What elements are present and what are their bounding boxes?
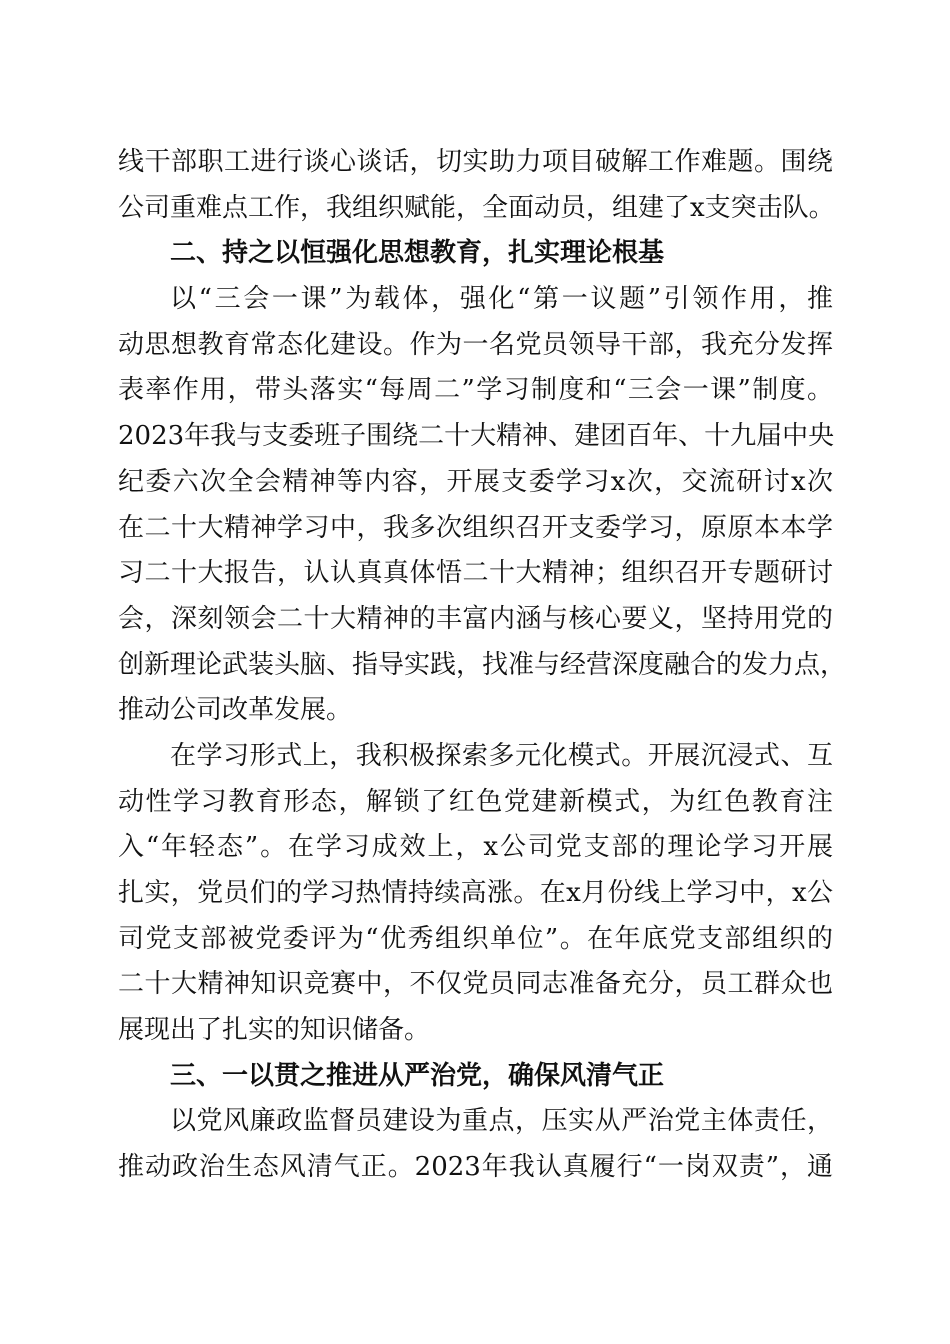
text-line: 公司重难点工作，我组织赋能，全面动员，组建了x支突击队。 (118, 192, 835, 223)
text-line: 创新理论武装头脑、指导实践，找准与经营深度融合的发力点， (118, 649, 847, 680)
text-line: 推动政治生态风清气正。2023年我认真履行“一岗双责”，通 (118, 1152, 833, 1183)
text-line: 推动公司改革发展。 (118, 695, 353, 726)
text-line: 动性学习教育形态，解锁了红色党建新模式，为红色教育注 (118, 786, 833, 817)
document-page (118, 140, 847, 1191)
section-heading: 三、一以贯之推进从严治党，确保风清气正 (170, 1060, 665, 1091)
text-line: 线干部职工进行谈心谈话，切实助力项目破解工作难题。围绕 (118, 147, 833, 177)
text-line: 在二十大精神学习中，我多次组织召开支委学习，原原本本学 (118, 512, 833, 543)
text-line: 扎实，党员们的学习热情持续高涨。在x月份线上学习中，x公 (118, 878, 833, 908)
section-heading: 二、持之以恒强化思想教育，扎实理论根基 (170, 238, 665, 269)
text-line: 以“三会一课”为载体，强化“第一议题”引领作用，推 (170, 284, 833, 315)
text-line: 二十大精神知识竞赛中，不仅党员同志准备充分，员工群众也 (118, 969, 833, 1000)
text-line: 会，深刻领会二十大精神的丰富内涵与核心要义，坚持用党的 (118, 603, 833, 634)
text-line: 表率作用，带头落实“每周二”学习制度和“三会一课”制度。 (118, 375, 833, 406)
text-line: 在学习形式上，我积极探索多元化模式。开展沉浸式、互 (170, 740, 833, 771)
text-line: 动思想教育常态化建设。作为一名党员领导干部，我充分发挥 (118, 329, 833, 360)
text-line: 2023年我与支委班子围绕二十大精神、建团百年、十九届中央 (118, 421, 835, 452)
text-line: 纪委六次全会精神等内容，开展支委学习x次，交流研讨x次 (118, 466, 833, 497)
text-line: 入“年轻态”。在学习成效上，x公司党支部的理论学习开展 (118, 832, 833, 863)
text-line: 习二十大报告，认认真真体悟二十大精神；组织召开专题研讨 (118, 558, 833, 589)
text-line: 司党支部被党委评为“优秀组织单位”。在年底党支部组织的 (118, 923, 833, 954)
text-line: 以党风廉政监督员建设为重点，压实从严治党主体责任， (170, 1106, 833, 1137)
text-line: 展现出了扎实的知识储备。 (118, 1015, 431, 1046)
